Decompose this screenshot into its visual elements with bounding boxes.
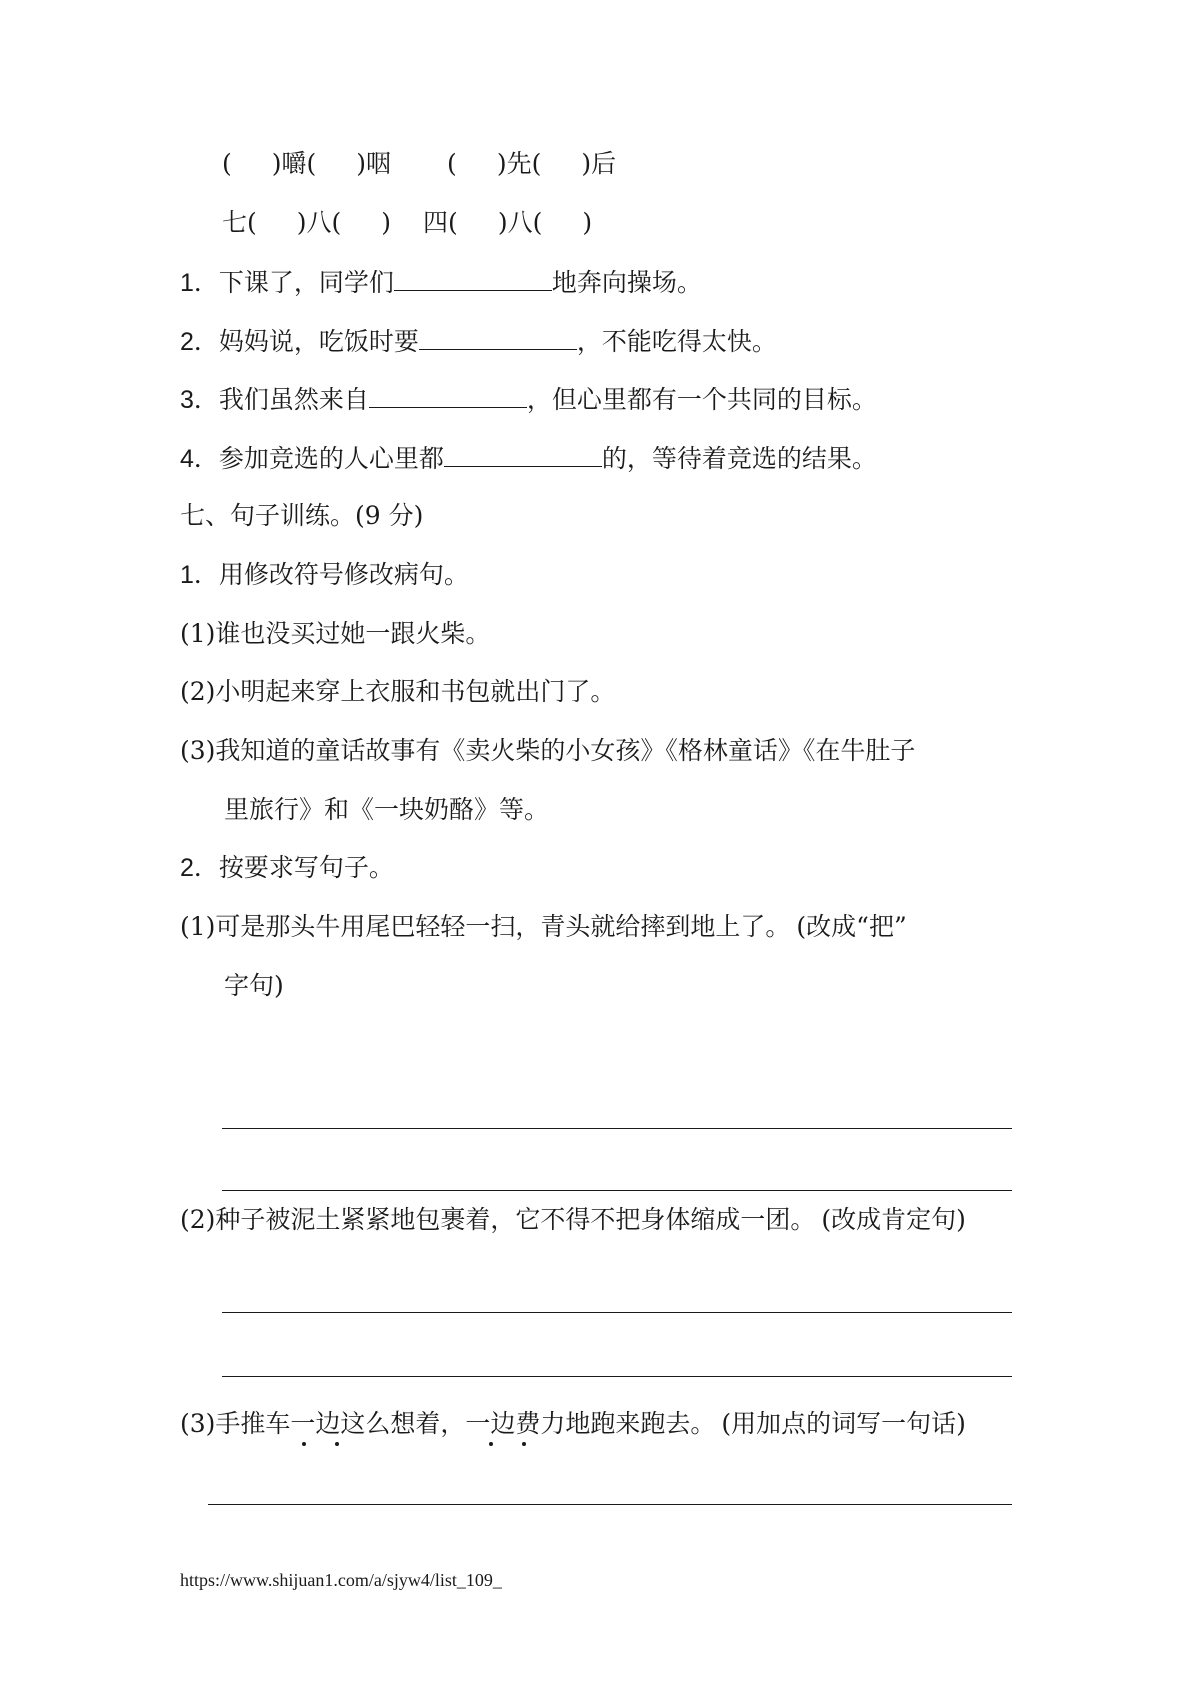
answer-blank[interactable] — [419, 323, 577, 350]
section-title: 七、句子训练。 — [180, 501, 356, 530]
emphasis-dot — [335, 1442, 339, 1446]
question-requirement: (改成肯定句) — [821, 1205, 966, 1234]
sentence-text: (3)我知道的童话故事有《卖火柴的小女孩》《格林童话》《在牛肚子 — [180, 736, 916, 765]
part-1-heading — [180, 557, 469, 593]
sick-sentence-3 — [180, 733, 915, 769]
emphasis-dot — [489, 1442, 493, 1446]
idiom-text: )先( — [496, 149, 542, 178]
answer-blank[interactable] — [444, 440, 602, 467]
sick-sentence-1 — [180, 616, 490, 652]
idiom-text: ) — [582, 208, 593, 237]
question-requirement: 字句) — [224, 971, 284, 1000]
idiom-text: ( — [222, 149, 232, 178]
rewrite-question-1 — [180, 909, 907, 945]
idiom-text: ( — [447, 149, 457, 178]
answer-blank[interactable] — [369, 381, 527, 408]
fill-blank-item-3 — [180, 381, 877, 417]
item-text-before: 参加竞选的人心里都 — [218, 444, 444, 473]
item-text-before: 我们虽然来自 — [218, 385, 369, 414]
part-title: 用修改符号修改病句。 — [218, 560, 469, 589]
question-requirement: (用加点的词写一句话) — [721, 1409, 966, 1438]
sick-sentence-2 — [180, 674, 615, 710]
sentence-text: (2)小明起来穿上衣服和书包就出门了。 — [180, 677, 616, 706]
answer-line[interactable] — [222, 1128, 1012, 1129]
fill-blank-item-1 — [180, 264, 702, 300]
item-text-after: 地奔向操场。 — [551, 268, 702, 297]
answer-line[interactable] — [208, 1504, 1012, 1505]
rewrite-question-2 — [180, 1202, 966, 1238]
idiom-text: )八( — [497, 208, 543, 237]
sick-sentence-3-continued — [224, 792, 549, 828]
footer-url[interactable]: https://www.shijuan1.com/a/sjyw4/list_109_ — [180, 1570, 502, 1590]
idiom-row-1 — [222, 146, 616, 182]
idiom-text: )八( — [296, 208, 342, 237]
emphasis-dot — [302, 1442, 306, 1446]
part-number: 2． — [180, 854, 219, 882]
idiom-text: )后 — [581, 149, 617, 178]
sentence-text: (1)谁也没买过她一跟火柴。 — [180, 619, 491, 648]
question-text: (2)种子被泥土紧紧地包裹着，它不得不把身体缩成一团。 — [180, 1205, 816, 1234]
rewrite-question-3 — [180, 1406, 966, 1442]
idiom-text: ) — [381, 208, 392, 237]
item-number: 4． — [180, 445, 219, 473]
idiom-text: )嚼( — [271, 149, 317, 178]
idiom-text: 四( — [423, 208, 458, 237]
item-text-after: ，不能吃得太快。 — [576, 327, 777, 356]
item-text-before: 妈妈说，吃饭时要 — [218, 327, 419, 356]
item-number: 2． — [180, 328, 219, 356]
item-text-after: 的，等待着竞选的结果。 — [601, 444, 877, 473]
section-7-heading — [180, 498, 423, 534]
answer-line[interactable] — [222, 1376, 1012, 1377]
question-text: (1)可是那头牛用尾巴轻轻一扫，青头就给摔到地上了。 — [180, 912, 791, 941]
item-text-before: 下课了，同学们 — [218, 268, 394, 297]
rewrite-question-1-continued — [224, 968, 284, 1004]
fill-blank-item-4 — [180, 440, 877, 476]
idiom-text: 七( — [222, 208, 257, 237]
item-number: 1． — [180, 269, 219, 297]
part-2-heading — [180, 850, 394, 886]
part-title: 按要求写句子。 — [218, 853, 394, 882]
idiom-row-2 — [222, 205, 592, 241]
item-text-after: ，但心里都有一个共同的目标。 — [526, 385, 877, 414]
emphasis-dot — [522, 1442, 526, 1446]
answer-line[interactable] — [222, 1190, 1012, 1191]
question-requirement: (改成“把” — [796, 912, 907, 941]
sentence-text: 里旅行》和《一块奶酪》等。 — [224, 795, 550, 824]
answer-line[interactable] — [222, 1312, 1012, 1313]
part-number: 1． — [180, 561, 219, 589]
item-number: 3． — [180, 386, 219, 414]
section-score: (9 分) — [355, 501, 424, 530]
answer-blank[interactable] — [394, 264, 552, 291]
idiom-text: )咽 — [356, 149, 392, 178]
question-text: (3)手推车一边这么想着，一边费力地跑来跑去。 — [180, 1409, 716, 1438]
fill-blank-item-2 — [180, 323, 777, 359]
